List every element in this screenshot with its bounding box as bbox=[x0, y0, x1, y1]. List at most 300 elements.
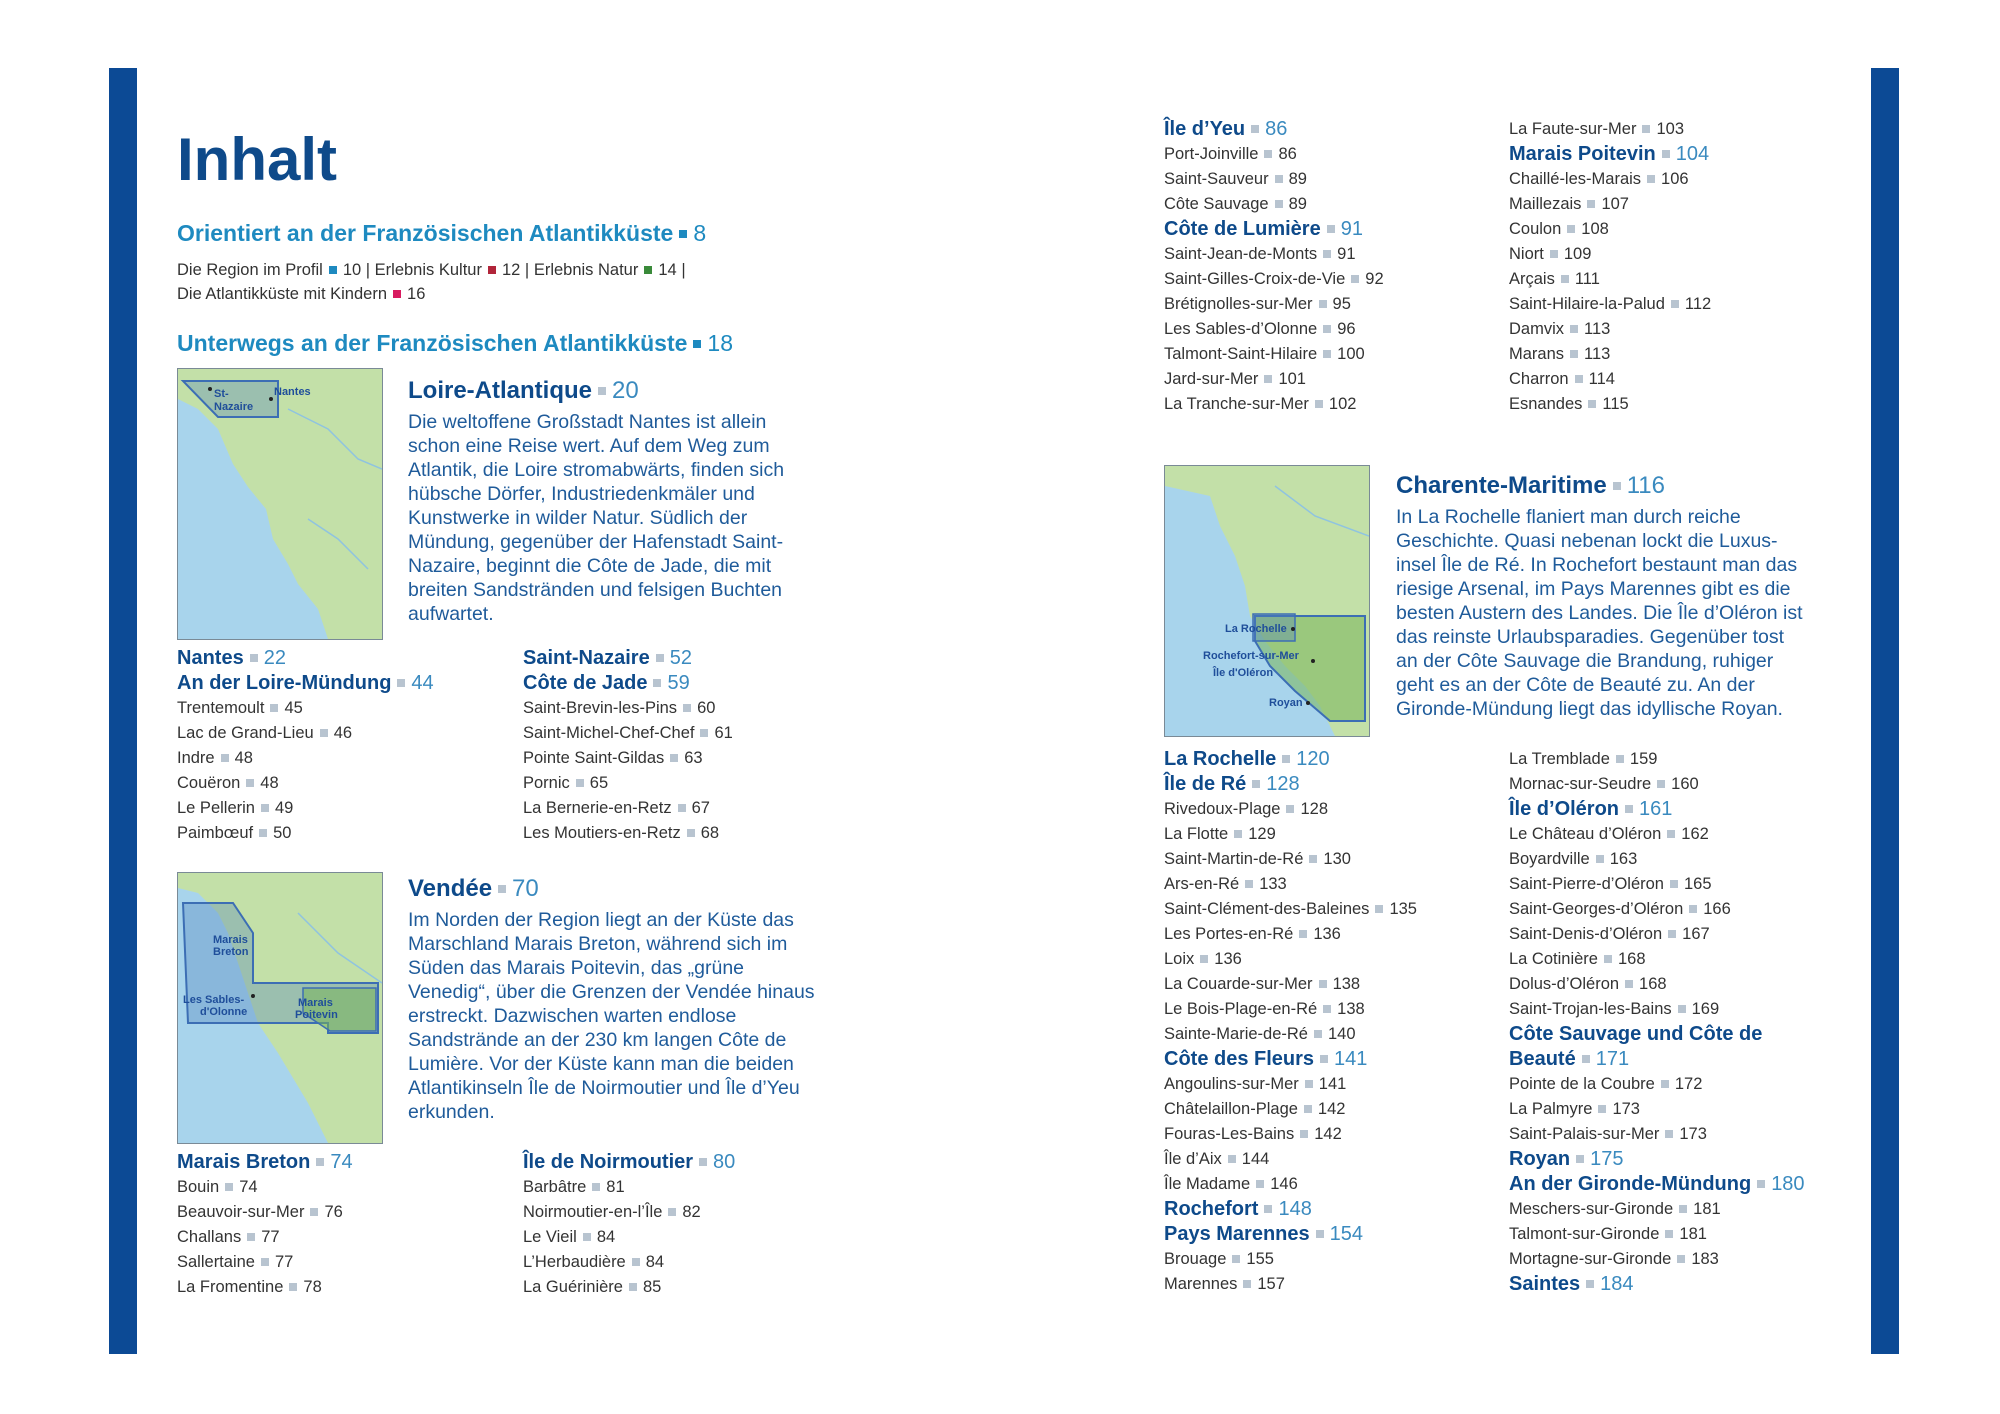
entry-name: Arçais bbox=[1509, 270, 1555, 288]
entry-name: An der Loire-Mündung bbox=[177, 672, 392, 694]
entry-name: Pointe de la Coubre bbox=[1509, 1075, 1655, 1093]
separator-square bbox=[1586, 1280, 1594, 1288]
desc-line: schon eine Reise wert. Auf dem Weg zum bbox=[408, 435, 770, 457]
map-label-nantes: Nantes bbox=[274, 386, 311, 398]
separator-square bbox=[1234, 830, 1242, 838]
entry-name: Le Château d’Oléron bbox=[1509, 825, 1662, 843]
toc-place-entry[interactable] bbox=[177, 1250, 353, 1275]
desc-line: Venedig“, über die Grenzen der Vendée hinaus bbox=[408, 981, 815, 1003]
separator-square bbox=[592, 1183, 600, 1191]
toc-place-entry[interactable] bbox=[1509, 747, 1805, 772]
separator-square bbox=[289, 1283, 297, 1291]
entry-name: Boyardville bbox=[1509, 850, 1590, 868]
region-charente-maritime[interactable] bbox=[1396, 472, 1665, 500]
desc-line: In La Rochelle flaniert man durch reiche bbox=[1396, 506, 1741, 528]
region-title: Charente-Maritime bbox=[1396, 472, 1607, 499]
entry-page: 104 bbox=[1675, 143, 1710, 165]
separator-square bbox=[1570, 350, 1578, 358]
toc-place-entry[interactable] bbox=[177, 1225, 353, 1250]
entry-page: 74 bbox=[239, 1178, 258, 1196]
entry-name: Île de Ré bbox=[1164, 773, 1247, 795]
entry-name: Pays Marennes bbox=[1164, 1223, 1310, 1245]
section-unterwegs[interactable] bbox=[177, 330, 733, 357]
entry-page: 146 bbox=[1270, 1175, 1298, 1193]
toc-place-entry[interactable] bbox=[1164, 292, 1384, 317]
entry-page: 113 bbox=[1584, 345, 1611, 363]
region-vendee[interactable] bbox=[408, 875, 539, 903]
entry-name: Sallertaine bbox=[177, 1253, 255, 1271]
pipe-separator: | bbox=[365, 261, 371, 279]
entry-page: 49 bbox=[274, 799, 294, 817]
entry-name: Damvix bbox=[1509, 320, 1565, 338]
entry-name: Fouras-Les-Bains bbox=[1164, 1125, 1295, 1143]
desc-line: besten Austern des Landes. Die Île d’Oléron ist bbox=[1396, 602, 1803, 624]
desc-line: Geschichte. Quasi nebenan lockt die Luxus- bbox=[1396, 530, 1778, 552]
separator-square bbox=[1616, 755, 1624, 763]
entry-name: Meschers-sur-Gironde bbox=[1509, 1200, 1674, 1218]
entry-page: 181 bbox=[1679, 1225, 1707, 1243]
separator-square bbox=[1677, 1255, 1685, 1263]
toc-section-entry[interactable] bbox=[523, 1150, 735, 1175]
entry-name: Royan bbox=[1509, 1148, 1571, 1170]
vendee-cont-col-1 bbox=[1164, 117, 1384, 417]
region-title: Vendée bbox=[408, 875, 493, 902]
entry-name: Pointe Saint-Gildas bbox=[523, 749, 665, 767]
toc-place-entry[interactable] bbox=[523, 1225, 735, 1250]
toc-place-entry[interactable] bbox=[1509, 822, 1805, 847]
toc-place-entry[interactable] bbox=[1164, 972, 1417, 997]
toc-place-entry[interactable] bbox=[177, 746, 434, 771]
toc-place-entry[interactable] bbox=[523, 696, 733, 721]
toc-place-entry[interactable] bbox=[1509, 1072, 1805, 1097]
entry-page: 157 bbox=[1257, 1275, 1285, 1293]
entry-page: 142 bbox=[1317, 1100, 1346, 1118]
toc-place-entry[interactable] bbox=[1164, 1272, 1417, 1297]
entry-page: 82 bbox=[682, 1203, 701, 1221]
separator-square bbox=[1299, 930, 1307, 938]
toc-place-entry[interactable] bbox=[1509, 847, 1805, 872]
entry-page: 81 bbox=[606, 1178, 625, 1196]
toc-place-entry[interactable] bbox=[1509, 167, 1711, 192]
entry-page: 78 bbox=[303, 1278, 322, 1296]
separator-square bbox=[1305, 1080, 1313, 1088]
separator-square bbox=[1232, 1255, 1240, 1263]
entry-page: 108 bbox=[1581, 220, 1609, 238]
entry-name: Saint-Georges-d’Oléron bbox=[1509, 900, 1684, 918]
toc-place-entry[interactable] bbox=[1164, 797, 1417, 822]
entry-page: 80 bbox=[713, 1151, 736, 1173]
entry-page: 45 bbox=[284, 699, 303, 717]
toc-place-entry[interactable] bbox=[523, 721, 733, 746]
toc-section-entry[interactable] bbox=[1509, 1047, 1805, 1072]
entry-page: 91 bbox=[1340, 218, 1363, 240]
separator-square bbox=[1256, 1180, 1264, 1188]
separator-square bbox=[1689, 905, 1697, 913]
toc-place-entry[interactable] bbox=[1509, 317, 1711, 342]
toc-section-entry[interactable] bbox=[1164, 117, 1384, 142]
toc-place-entry[interactable] bbox=[1164, 192, 1384, 217]
entry-page: 109 bbox=[1563, 245, 1592, 263]
entry-name: La Rochelle bbox=[1164, 748, 1277, 770]
toc-place-entry[interactable] bbox=[177, 696, 434, 721]
toc-section-entry[interactable] bbox=[1509, 797, 1805, 822]
toc-place-entry[interactable] bbox=[1164, 897, 1417, 922]
toc-section-entry[interactable] bbox=[1164, 747, 1417, 772]
entry-page: 136 bbox=[1313, 925, 1341, 943]
separator-square bbox=[632, 1258, 640, 1266]
desc-line: Im Norden der Region liegt an der Küste das bbox=[408, 909, 794, 931]
toc-place-entry[interactable] bbox=[1164, 997, 1417, 1022]
toc-section-entry[interactable] bbox=[523, 671, 733, 696]
entry-page: 84 bbox=[645, 1253, 665, 1271]
orient-item-page: 12 bbox=[501, 261, 521, 279]
toc-section-entry[interactable] bbox=[1509, 1272, 1805, 1297]
toc-place-entry[interactable] bbox=[523, 771, 733, 796]
separator-square bbox=[576, 779, 584, 787]
toc-place-entry[interactable] bbox=[1164, 947, 1417, 972]
separator-square bbox=[1670, 880, 1678, 888]
entry-page: 96 bbox=[1337, 320, 1356, 338]
entry-page: 67 bbox=[691, 799, 710, 817]
entry-name: Talmont-sur-Gironde bbox=[1509, 1225, 1660, 1243]
toc-place-entry[interactable] bbox=[523, 1175, 735, 1200]
toc-place-entry[interactable] bbox=[1164, 1247, 1417, 1272]
toc-place-entry[interactable] bbox=[1509, 117, 1711, 142]
toc-place-entry[interactable] bbox=[1509, 1247, 1805, 1272]
orient-item-label[interactable]: Die Region im Profil bbox=[177, 261, 323, 279]
separator-square bbox=[247, 1233, 255, 1241]
toc-place-entry[interactable] bbox=[1509, 1222, 1805, 1247]
desc-line: Lumière. Vor der Küste kann man die beiden bbox=[408, 1053, 794, 1075]
separator-square bbox=[1264, 1205, 1272, 1213]
toc-place-entry[interactable] bbox=[1164, 1022, 1417, 1047]
toc-place-entry[interactable] bbox=[1509, 1122, 1805, 1147]
desc-line: breiten Sandstränden und felsigen Buchten bbox=[408, 579, 783, 601]
entry-page: 136 bbox=[1214, 950, 1242, 968]
toc-section-entry[interactable] bbox=[177, 646, 434, 671]
toc-place-entry[interactable] bbox=[177, 1275, 353, 1300]
desc-line: geht es an der Côte de Beauté zu. An der bbox=[1396, 674, 1755, 696]
entry-page: 168 bbox=[1639, 975, 1667, 993]
entry-name: Couëron bbox=[177, 774, 241, 792]
desc-line: erstreckt. Dazwischen warten endlose bbox=[408, 1005, 737, 1027]
separator-square bbox=[1576, 1155, 1584, 1163]
entry-name: Saint-Clément-des-Baleines bbox=[1164, 900, 1370, 918]
entry-name: Saint-Hilaire-la-Palud bbox=[1509, 295, 1665, 313]
separator-square bbox=[1304, 1105, 1312, 1113]
entry-page: 130 bbox=[1323, 850, 1351, 868]
desc-line: Atlantikinseln Île de Noirmoutier und Île d’Yeu bbox=[408, 1077, 800, 1099]
entry-name: Île Madame bbox=[1164, 1175, 1251, 1193]
toc-place-entry[interactable] bbox=[1164, 167, 1384, 192]
entry-page: 92 bbox=[1365, 270, 1384, 288]
toc-place-entry[interactable] bbox=[1509, 1197, 1805, 1222]
toc-place-entry[interactable] bbox=[1164, 342, 1384, 367]
entry-name: Esnandes bbox=[1509, 395, 1583, 413]
entry-name: Talmont-Saint-Hilaire bbox=[1164, 345, 1318, 363]
entry-page: 68 bbox=[700, 824, 720, 842]
map-label-les-sables: Les Sables- bbox=[183, 994, 245, 1006]
toc-place-entry[interactable] bbox=[523, 746, 733, 771]
toc-place-entry[interactable] bbox=[1164, 142, 1384, 167]
entry-page: 141 bbox=[1334, 1048, 1368, 1070]
entry-page: 140 bbox=[1327, 1025, 1356, 1043]
separator-square bbox=[1570, 325, 1578, 333]
toc-section-entry[interactable] bbox=[177, 1150, 353, 1175]
desc-line: Atlantik, die Loire stromabwärts, finden sich bbox=[408, 459, 785, 481]
toc-place-entry[interactable] bbox=[1509, 242, 1711, 267]
entry-page: 76 bbox=[324, 1203, 343, 1221]
desc-line: erkunden. bbox=[408, 1101, 495, 1123]
toc-place-entry[interactable] bbox=[523, 1275, 735, 1300]
entry-page: 89 bbox=[1288, 195, 1307, 213]
toc-place-entry[interactable] bbox=[1164, 847, 1417, 872]
entry-page: 113 bbox=[1584, 320, 1611, 338]
toc-place-entry[interactable] bbox=[1509, 292, 1711, 317]
entry-name: Bouin bbox=[177, 1178, 220, 1196]
separator-square bbox=[1757, 1180, 1765, 1188]
separator-square bbox=[1252, 780, 1260, 788]
separator-square bbox=[1243, 1280, 1251, 1288]
entry-name: Île de Noirmoutier bbox=[523, 1151, 694, 1173]
separator-square bbox=[1625, 980, 1633, 988]
orient-line-1 bbox=[177, 258, 686, 282]
separator-square bbox=[1228, 1155, 1236, 1163]
page-title: Inhalt bbox=[177, 126, 337, 193]
map-label-rochefort: Rochefort-sur-Mer bbox=[1203, 650, 1299, 662]
entry-name: Le Bois-Plage-en-Ré bbox=[1164, 1000, 1318, 1018]
entry-name: Côte Sauvage und Côte de bbox=[1509, 1023, 1763, 1045]
separator-square bbox=[225, 1183, 233, 1191]
entry-name: Lac de Grand-Lieu bbox=[177, 724, 314, 742]
separator-square bbox=[1575, 375, 1583, 383]
toc-place-entry[interactable] bbox=[1164, 267, 1384, 292]
toc-place-entry[interactable] bbox=[1509, 997, 1805, 1022]
separator-square bbox=[583, 1233, 591, 1241]
entry-page: 183 bbox=[1691, 1250, 1719, 1268]
toc-place-entry[interactable] bbox=[1509, 1097, 1805, 1122]
toc-place-entry[interactable] bbox=[1164, 242, 1384, 267]
toc-place-entry[interactable] bbox=[1164, 317, 1384, 342]
separator-square bbox=[397, 679, 405, 687]
toc-place-entry[interactable] bbox=[1164, 1072, 1417, 1097]
entry-page: 102 bbox=[1328, 395, 1357, 413]
entry-name: Beauté bbox=[1509, 1048, 1576, 1070]
toc-place-entry[interactable] bbox=[523, 796, 733, 821]
entry-name: Les Moutiers-en-Retz bbox=[523, 824, 681, 842]
entry-name: Paimbœuf bbox=[177, 824, 254, 842]
entry-name: Île d’Yeu bbox=[1164, 118, 1246, 140]
entry-name: Marais Poitevin bbox=[1509, 143, 1656, 165]
entry-name: Île d’Oléron bbox=[1509, 798, 1620, 820]
section-orient[interactable] bbox=[177, 220, 706, 247]
entry-name: Maillezais bbox=[1509, 195, 1582, 213]
entry-name: Saint-Martin-de-Ré bbox=[1164, 850, 1304, 868]
separator-square bbox=[270, 704, 278, 712]
entry-page: 120 bbox=[1296, 748, 1330, 770]
entry-name: Les Portes-en-Ré bbox=[1164, 925, 1294, 943]
desc-line: riesige Arsenal, im Pays Marennes gibt es die bbox=[1396, 578, 1791, 600]
toc-section-entry[interactable] bbox=[523, 646, 733, 671]
map-label-nazaire: Nazaire bbox=[214, 401, 254, 413]
separator-square bbox=[1604, 955, 1612, 963]
toc-place-entry[interactable] bbox=[1509, 342, 1711, 367]
map-label-breton: Breton bbox=[213, 946, 249, 958]
entry-page: 129 bbox=[1248, 825, 1276, 843]
toc-place-entry[interactable] bbox=[1509, 947, 1805, 972]
toc-section-entry[interactable] bbox=[177, 671, 434, 696]
entry-page: 173 bbox=[1612, 1100, 1640, 1118]
entry-name: La Couarde-sur-Mer bbox=[1164, 975, 1313, 993]
entry-page: 103 bbox=[1656, 120, 1684, 138]
toc-place-entry[interactable] bbox=[1509, 192, 1711, 217]
entry-name: Le Vieil bbox=[523, 1228, 577, 1246]
separator-square bbox=[1582, 1055, 1590, 1063]
toc-place-entry[interactable] bbox=[1164, 1147, 1417, 1172]
entry-page: 133 bbox=[1259, 875, 1287, 893]
toc-section-entry[interactable] bbox=[1509, 142, 1711, 167]
separator-square bbox=[1323, 350, 1331, 358]
toc-place-entry[interactable] bbox=[1509, 922, 1805, 947]
entry-name: La Tranche-sur-Mer bbox=[1164, 395, 1309, 413]
toc-place-entry[interactable] bbox=[1164, 1172, 1417, 1197]
entry-page: 181 bbox=[1693, 1200, 1721, 1218]
entry-name: Charron bbox=[1509, 370, 1569, 388]
separator-square bbox=[1200, 955, 1208, 963]
entry-name: La Tremblade bbox=[1509, 750, 1610, 768]
separator-square bbox=[644, 266, 652, 274]
entry-page: 138 bbox=[1332, 975, 1361, 993]
entry-name: Challans bbox=[177, 1228, 242, 1246]
orient-item-page: 14 bbox=[658, 261, 677, 279]
toc-place-entry[interactable] bbox=[1164, 1122, 1417, 1147]
toc-section-entry[interactable] bbox=[1164, 1047, 1417, 1072]
entry-page: 128 bbox=[1266, 773, 1300, 795]
separator-square bbox=[693, 340, 701, 348]
vendee-col-2 bbox=[523, 1150, 735, 1300]
toc-place-entry[interactable] bbox=[1164, 822, 1417, 847]
separator-square bbox=[1642, 125, 1650, 133]
toc-section-entry[interactable] bbox=[1164, 1222, 1417, 1247]
separator-square bbox=[653, 679, 661, 687]
separator-square bbox=[1665, 1230, 1673, 1238]
loire-col-1 bbox=[177, 646, 434, 846]
desc-line: Nazaire, beginnt die Côte de Jade, die mit bbox=[408, 555, 772, 577]
entry-name: Dolus-d’Oléron bbox=[1509, 975, 1620, 993]
orient-item-page: 10 bbox=[342, 261, 362, 279]
separator-square bbox=[329, 266, 337, 274]
toc-place-entry[interactable] bbox=[1509, 972, 1805, 997]
entry-name: Île d’Aix bbox=[1164, 1150, 1222, 1168]
separator-square bbox=[1245, 880, 1253, 888]
separator-square bbox=[1598, 1105, 1606, 1113]
entry-name: L’Herbaudière bbox=[523, 1253, 626, 1271]
separator-square bbox=[498, 885, 506, 893]
entry-page: 86 bbox=[1265, 118, 1288, 140]
toc-place-entry[interactable] bbox=[523, 1200, 735, 1225]
entry-page: 161 bbox=[1639, 798, 1673, 820]
entry-name: Pornic bbox=[523, 774, 570, 792]
toc-place-entry[interactable] bbox=[1164, 872, 1417, 897]
map-label-olonne: d'Olonne bbox=[200, 1006, 248, 1018]
map-label-st: St- bbox=[214, 388, 229, 400]
toc-place-entry[interactable] bbox=[1164, 392, 1384, 417]
toc-place-entry[interactable] bbox=[177, 821, 434, 846]
toc-place-entry[interactable] bbox=[1164, 367, 1384, 392]
entry-page: 111 bbox=[1574, 270, 1600, 288]
entry-page: 48 bbox=[260, 774, 279, 792]
entry-name: Saint-Trojan-les-Bains bbox=[1509, 1000, 1672, 1018]
toc-place-entry[interactable] bbox=[1164, 922, 1417, 947]
separator-square bbox=[1275, 200, 1283, 208]
toc-section-entry[interactable] bbox=[1509, 1147, 1805, 1172]
toc-place-entry[interactable] bbox=[177, 1200, 353, 1225]
toc-place-entry[interactable] bbox=[523, 821, 733, 846]
toc-place-entry[interactable] bbox=[177, 796, 434, 821]
toc-place-entry[interactable] bbox=[177, 721, 434, 746]
toc-place-entry[interactable] bbox=[1509, 267, 1711, 292]
toc-place-entry[interactable] bbox=[1164, 1097, 1417, 1122]
separator-square bbox=[221, 754, 229, 762]
vendee-col-1 bbox=[177, 1150, 353, 1300]
entry-name: Saint-Gilles-Croix-de-Vie bbox=[1164, 270, 1346, 288]
entry-page: 162 bbox=[1681, 825, 1709, 843]
toc-place-entry[interactable] bbox=[1509, 897, 1805, 922]
toc-section-entry[interactable] bbox=[1164, 217, 1384, 242]
separator-square bbox=[1300, 1130, 1308, 1138]
orient-item-label[interactable]: Die Atlantikküste mit Kindern bbox=[177, 285, 388, 303]
toc-section-entry[interactable] bbox=[1164, 1197, 1417, 1222]
left-margin-bar bbox=[109, 68, 137, 1354]
separator-square bbox=[1251, 125, 1259, 133]
separator-square bbox=[1668, 930, 1676, 938]
toc-section-entry[interactable] bbox=[1509, 1022, 1805, 1047]
toc-section-entry[interactable] bbox=[1164, 772, 1417, 797]
toc-place-entry[interactable] bbox=[1509, 772, 1805, 797]
separator-square bbox=[629, 1283, 637, 1291]
separator-square bbox=[1596, 855, 1604, 863]
orient-item-label[interactable]: Erlebnis Kultur bbox=[374, 261, 482, 279]
entry-page: 144 bbox=[1241, 1150, 1270, 1168]
entry-name: Marais Breton bbox=[177, 1151, 311, 1173]
toc-place-entry[interactable] bbox=[177, 771, 434, 796]
entry-name: Angoulins-sur-Mer bbox=[1164, 1075, 1299, 1093]
entry-page: 115 bbox=[1602, 395, 1629, 413]
entry-page: 112 bbox=[1684, 295, 1712, 313]
vendee-map bbox=[177, 872, 383, 1144]
separator-square bbox=[683, 704, 691, 712]
toc-place-entry[interactable] bbox=[177, 1175, 353, 1200]
entry-name: La Bernerie-en-Retz bbox=[523, 799, 672, 817]
toc-place-entry[interactable] bbox=[1509, 217, 1711, 242]
orient-item-label[interactable]: Erlebnis Natur bbox=[533, 261, 639, 279]
desc-line: das reinste Urlaubsparadies. Gegenüber tost bbox=[1396, 626, 1785, 648]
entry-name: Saint-Pierre-d’Oléron bbox=[1509, 875, 1664, 893]
toc-place-entry[interactable] bbox=[523, 1250, 735, 1275]
region-loire-atlantique[interactable] bbox=[408, 377, 639, 405]
toc-place-entry[interactable] bbox=[1509, 392, 1711, 417]
loire-col-2 bbox=[523, 646, 733, 846]
toc-place-entry[interactable] bbox=[1509, 367, 1711, 392]
map-label-royan: Royan bbox=[1269, 697, 1303, 709]
separator-square bbox=[488, 266, 496, 274]
map-label-la-rochelle: La Rochelle bbox=[1225, 623, 1287, 635]
desc-line: hübsche Dörfer, Industriedenkmäler und bbox=[408, 483, 755, 505]
map-label-marais: Marais bbox=[213, 934, 248, 946]
entry-page: 167 bbox=[1682, 925, 1710, 943]
toc-place-entry[interactable] bbox=[1509, 872, 1805, 897]
toc-section-entry[interactable] bbox=[1509, 1172, 1805, 1197]
